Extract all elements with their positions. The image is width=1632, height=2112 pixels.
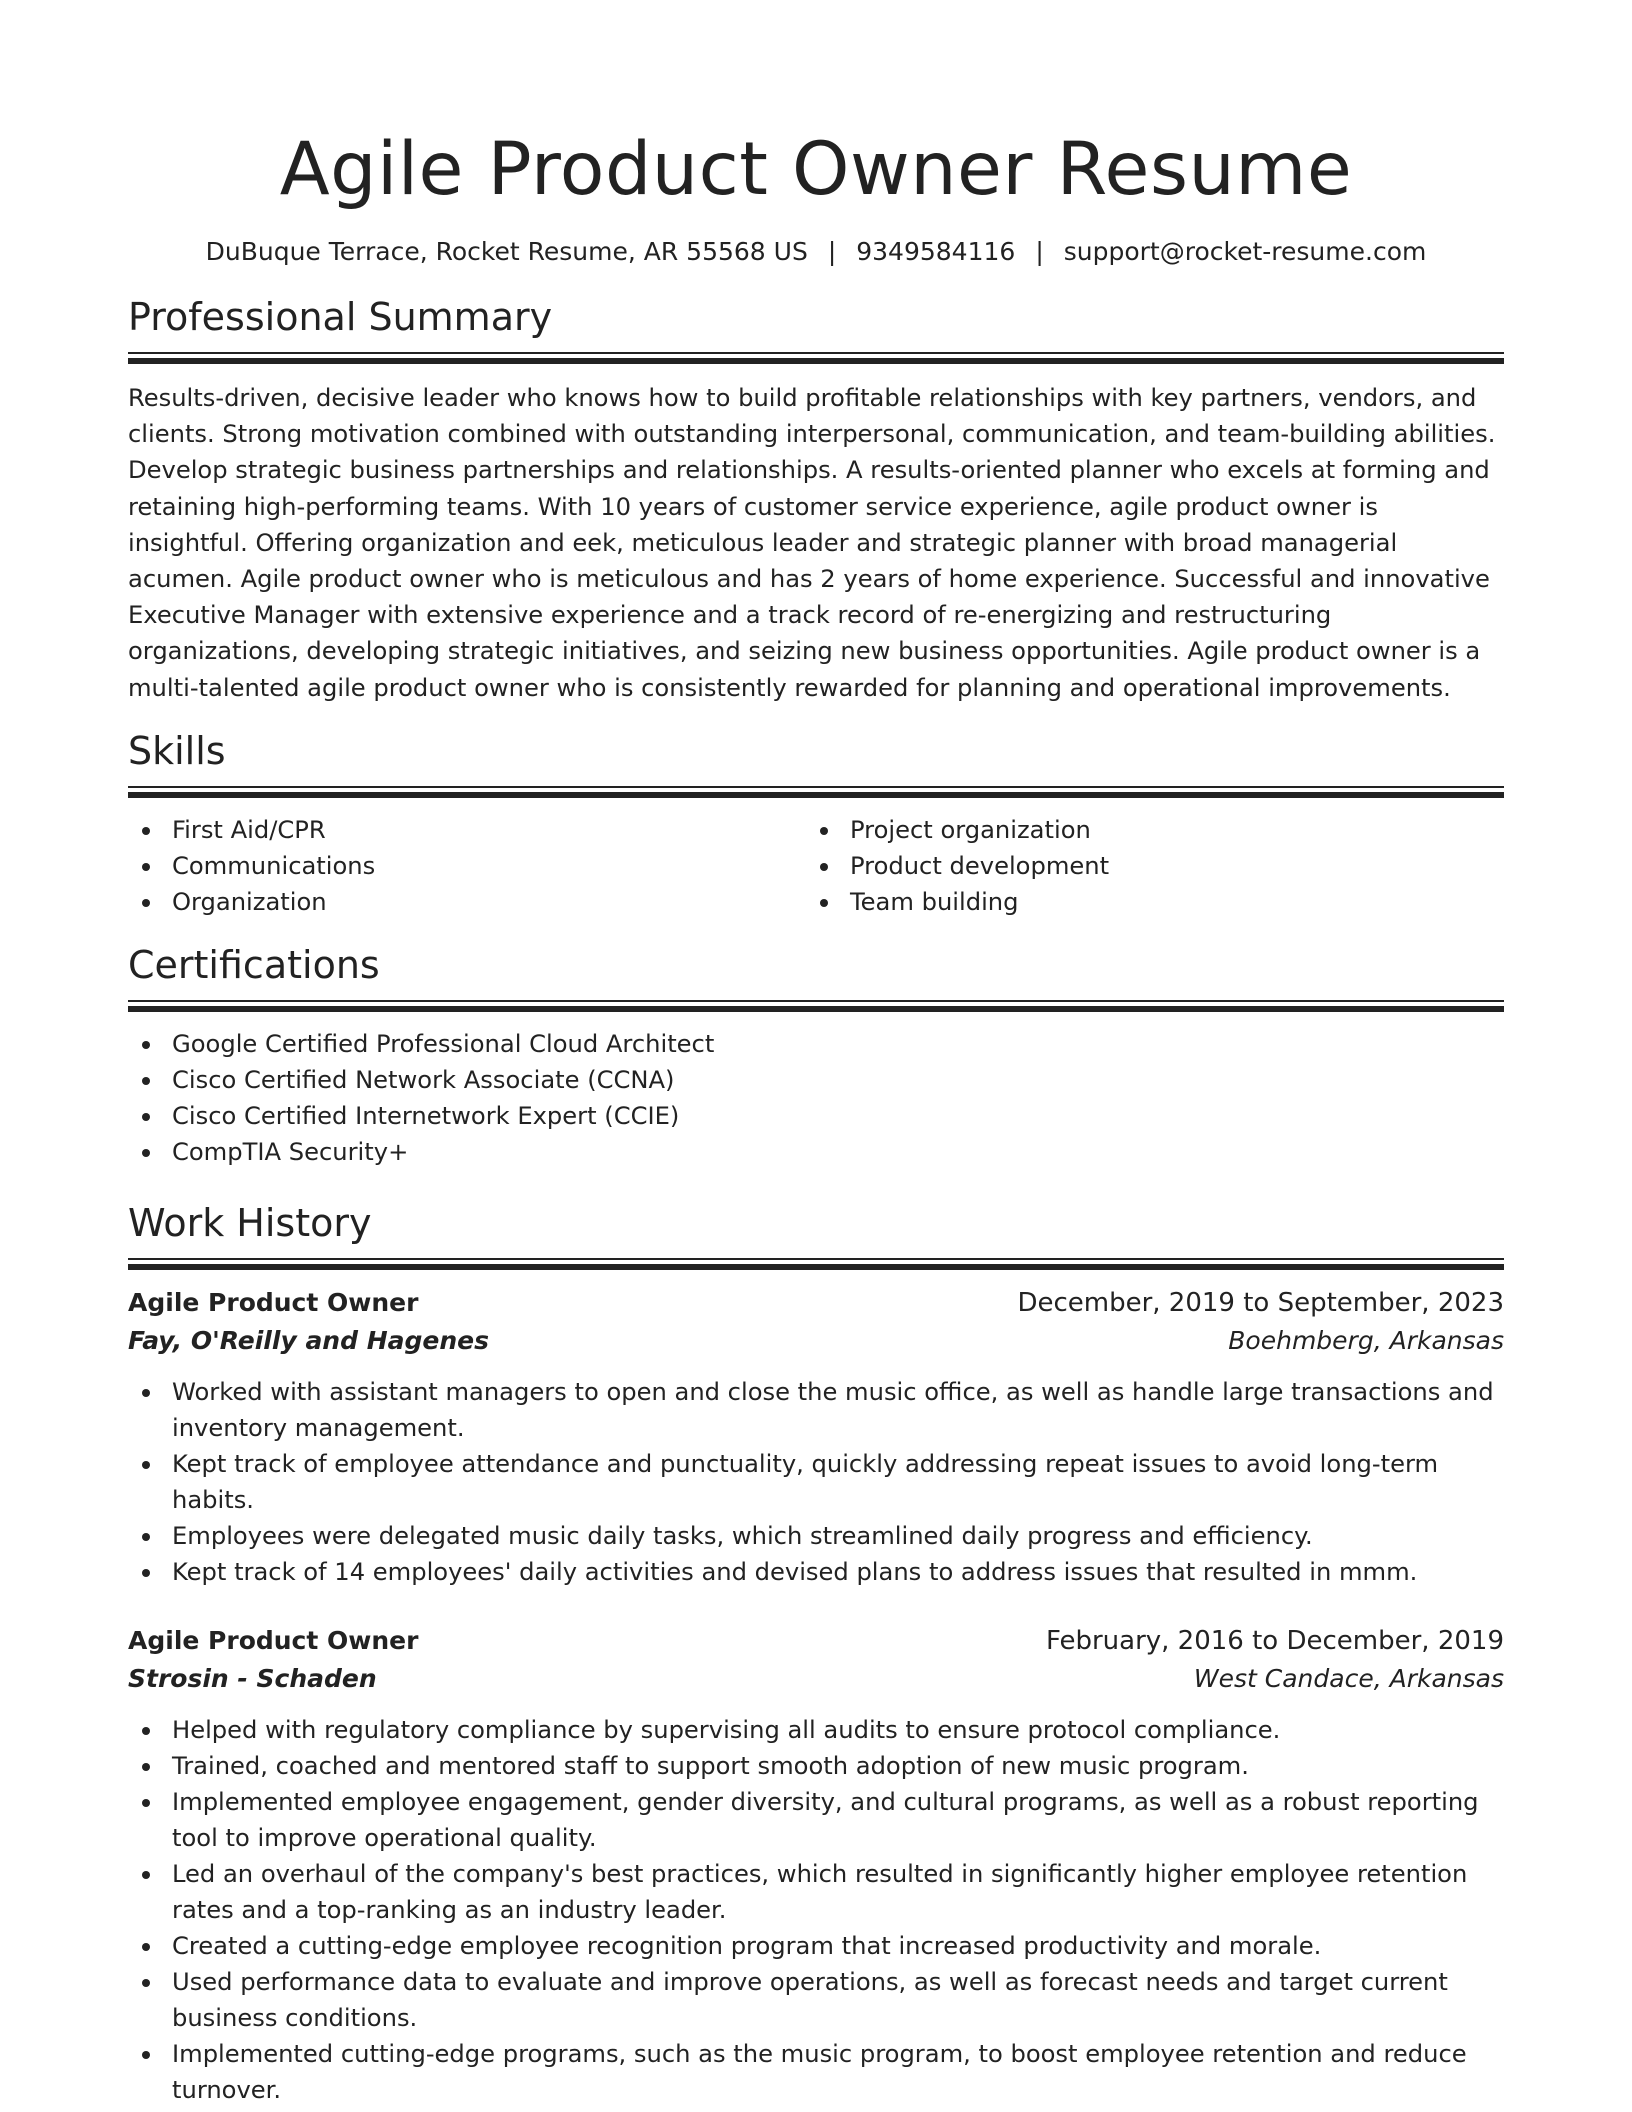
job-bullets <box>128 1374 1504 1590</box>
job-bullet: Led an overhaul of the company's best practices, which resulted in significantly higher employee retention rates and a top-ranking as an industry leader. <box>128 1856 1504 1928</box>
skills-list-left <box>128 812 806 920</box>
certification-item: Cisco Certified Internetwork Expert (CCIE) <box>128 1098 1504 1134</box>
job-title: Agile Product Owner <box>128 1625 419 1655</box>
certification-item: Cisco Certified Network Associate (CCNA) <box>128 1062 1504 1098</box>
contact-separator: | <box>1035 237 1044 266</box>
contact-line <box>128 236 1504 268</box>
skills-list-right <box>806 812 1484 920</box>
job-bullet: Used performance data to evaluate and improve operations, as well as forecast needs and target current business conditions. <box>128 1964 1504 2036</box>
skill-item: Product development <box>806 848 1484 884</box>
job-bullet: Employees were delegated music daily tasks, which streamlined daily progress and efficiency. <box>128 1518 1504 1554</box>
job-bullet: Worked with assistant managers to open and close the music office, as well as handle large transactions and inventory management. <box>128 1374 1504 1446</box>
summary-text: Results-driven, decisive leader who knows how to build profitable relationships with key partners, vendors, and clients. Strong motivation combined with outstanding interpersonal, communication, and team-building abilities. Develop strategic business partnerships and relationships. A results-oriented planner who excels at forming and retaining high-performing teams. With 10 years of customer service experience, agile product owner is insightful. Offering organization and eek, meticulous leader and strategic planner with broad managerial acumen. Agile product owner who is meticulous and has 2 years of home experience. Successful and innovative Executive Manager with extensive experience and a track record of re-energizing and restructuring organizations, developing strategic initiatives, and seizing new business opportunities. Agile product owner is a multi-talented agile product owner who is consistently rewarded for planning and operational improvements. <box>128 384 1496 702</box>
job-bullet: Implemented cutting-edge programs, such as the music program, to boost employee retention and reduce turnover. <box>128 2036 1504 2108</box>
job-bullet: Created a cutting-edge employee recognition program that increased productivity and morale. <box>128 1928 1504 1964</box>
job-header <box>128 1622 1504 1660</box>
job-location: West Candace, Arkansas <box>1193 1663 1504 1693</box>
section-divider <box>128 352 1504 364</box>
skills-heading: Skills <box>128 728 226 773</box>
work-history-section <box>128 1200 1504 2108</box>
job-bullet: Implemented employee engagement, gender diversity, and cultural programs, as well as a robust reporting tool to improve operational quality. <box>128 1784 1504 1856</box>
job-bullets <box>128 1712 1504 2108</box>
section-divider <box>128 1258 1504 1270</box>
skills-columns <box>128 812 1504 920</box>
work-history-heading: Work History <box>128 1200 372 1245</box>
job-entry <box>128 1284 1504 1590</box>
summary-heading: Professional Summary <box>128 295 553 339</box>
skill-item: First Aid/CPR <box>128 812 806 848</box>
job-company: Fay, O'Reilly and Hagenes <box>128 1325 489 1355</box>
contact-separator: | <box>827 237 837 266</box>
job-dates: December, 2019 to September, 2023 <box>1017 1287 1504 1318</box>
job-header <box>128 1284 1504 1322</box>
skill-item: Communications <box>128 848 806 884</box>
certification-item: CompTIA Security+ <box>128 1134 1504 1170</box>
job-entry <box>128 1622 1504 2108</box>
summary-section <box>128 294 1504 706</box>
job-bullet: Trained, coached and mentored staff to support smooth adoption of new music program. <box>128 1748 1504 1784</box>
contact-email: support@rocket-resume.com <box>1063 237 1427 266</box>
job-subheader <box>128 1322 1504 1360</box>
contact-phone: 9349584116 <box>856 237 1016 266</box>
section-divider <box>128 1000 1504 1012</box>
job-subheader <box>128 1660 1504 1698</box>
skills-section <box>128 728 1504 920</box>
certification-item: Google Certified Professional Cloud Architect <box>128 1026 1504 1062</box>
job-location: Boehmberg, Arkansas <box>1228 1325 1504 1355</box>
contact-address: DuBuque Terrace, Rocket Resume, AR 55568 US <box>205 237 808 266</box>
skill-item: Project organization <box>806 812 1484 848</box>
job-bullet: Kept track of 14 employees' daily activities and devised plans to address issues that resulted in mmm. <box>128 1554 1504 1590</box>
job-dates: February, 2016 to December, 2019 <box>1045 1625 1504 1656</box>
certifications-list <box>128 1026 1504 1170</box>
resume-title: Agile Product Owner Resume <box>279 127 1353 212</box>
certifications-heading: Certifications <box>128 942 380 987</box>
job-title: Agile Product Owner <box>128 1287 419 1317</box>
certifications-section <box>128 942 1504 1170</box>
skill-item: Team building <box>806 884 1484 920</box>
resume-page <box>128 0 1504 2108</box>
job-bullet: Kept track of employee attendance and punctuality, quickly addressing repeat issues to avoid long-term habits. <box>128 1446 1504 1518</box>
section-divider <box>128 786 1504 798</box>
skill-item: Organization <box>128 884 806 920</box>
job-bullet: Helped with regulatory compliance by supervising all audits to ensure protocol compliance. <box>128 1712 1504 1748</box>
job-company: Strosin - Schaden <box>128 1663 377 1693</box>
